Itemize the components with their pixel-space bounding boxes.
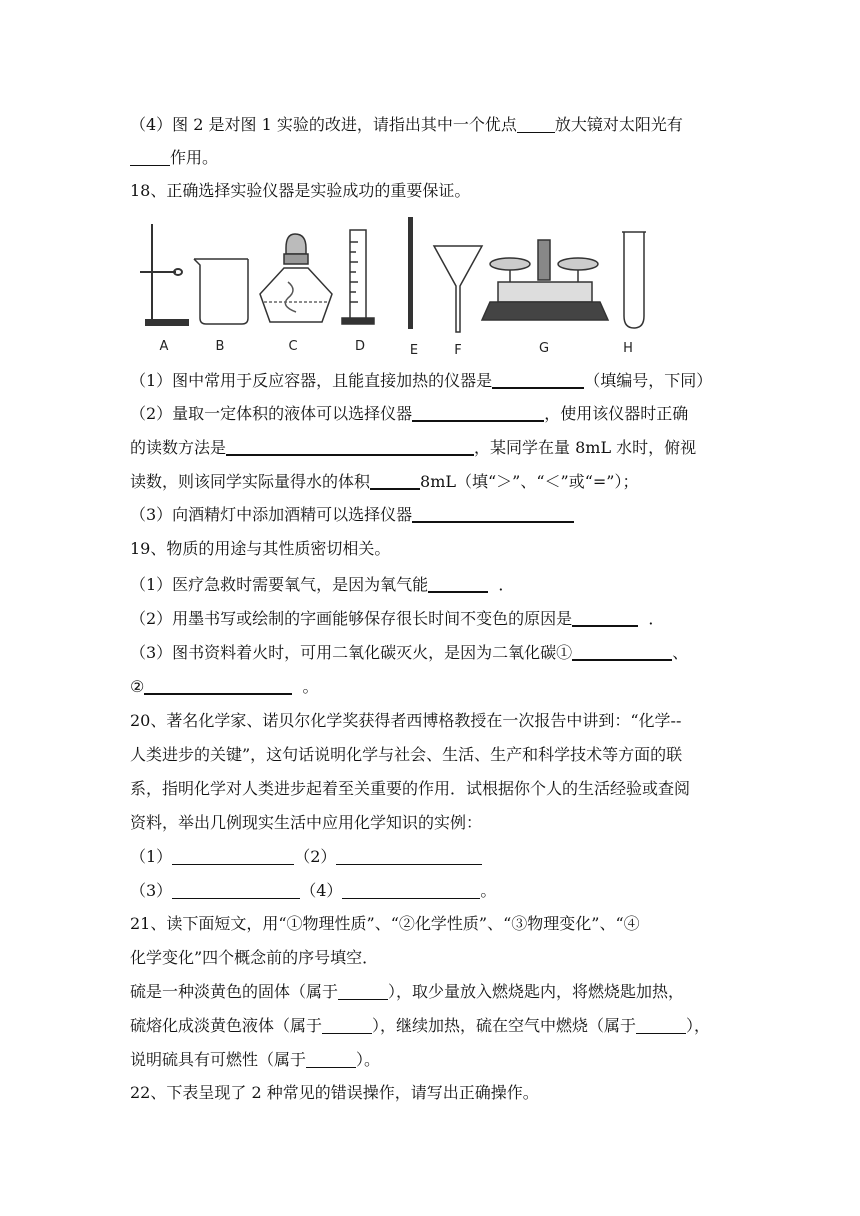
q20-line3: 系，指明化学对人类进步起着至关重要的作用．试根据你个人的生活经验或查阅	[130, 779, 691, 798]
q20-line2: 人类进步的关键”，这句话说明化学与社会、生活、生产和科学技术等方面的联	[130, 745, 683, 764]
glass-rod-icon	[408, 217, 413, 329]
q18-p2-text-a: （2）量取一定体积的液体可以选择仪器	[130, 404, 413, 423]
q18-p3-text: （3）向酒精灯中添加酒精可以选择仪器	[130, 505, 413, 524]
blank[interactable]	[306, 1051, 356, 1068]
q18-p1-text: （1）图中常用于反应容器，且能直接加热的仪器是	[130, 371, 493, 390]
blank[interactable]	[428, 575, 488, 593]
q21-line4	[130, 1016, 710, 1036]
balance-icon	[482, 240, 608, 320]
label-a: A	[159, 339, 169, 354]
q19-p2-text: （2）用墨书写或绘制的字画能够保存很长时间不变色的原因是	[130, 609, 573, 628]
blank[interactable]	[172, 848, 294, 865]
q20-a1-label: （1）	[130, 847, 173, 866]
q18-part2-line2	[130, 438, 696, 458]
q20-line1: 20、著名化学家、诺贝尔化学奖获得者西博格教授在一次报告中讲到：“化学--	[130, 711, 682, 730]
iron-stand-icon	[140, 224, 188, 325]
q17-part4-line1	[130, 115, 683, 135]
q19-stem: 19、物质的用途与其性质密切相关。	[130, 539, 391, 558]
test-tube-icon	[622, 232, 646, 328]
q18-p2-text-e: 读数，则该同学实际量得水的体积	[130, 472, 371, 491]
q19-part3-line1	[130, 643, 688, 663]
blank[interactable]	[144, 677, 292, 695]
q18-part1	[130, 371, 712, 391]
q21-line2: 化学变化”四个概念前的序号填空．	[130, 948, 379, 967]
blank[interactable]	[636, 1017, 686, 1034]
blank[interactable]	[342, 882, 480, 899]
q21-l3-text-b: ），取少量放入燃烧匙内，将燃烧匙加热，	[388, 982, 685, 1001]
q18-stem: 18、正确选择实验仪器是实验成功的重要保证。	[130, 181, 471, 200]
alcohol-lamp-icon	[260, 234, 332, 322]
q21-l5-text-b: ）。	[356, 1050, 381, 1069]
blank[interactable]	[412, 404, 544, 422]
q21-line5	[130, 1050, 380, 1070]
q20-answers-row1	[130, 847, 482, 867]
q18-p2-text-b: ，使用该仪器时正确	[544, 404, 689, 423]
q19-p3-end: 。	[302, 677, 319, 696]
q18-p2-text-d: ，某同学在量 8mL 水时，俯视	[474, 438, 697, 457]
q19-part1	[130, 575, 514, 595]
q19-p3-text-b: 、	[672, 643, 689, 662]
q21-l4-text-a: 硫熔化成淡黄色液体（属于	[130, 1016, 323, 1035]
q20-a4-label: （4）	[300, 881, 343, 900]
q19-part3-line2	[130, 677, 319, 697]
q17-part4-text-a: （4）图 2 是对图 1 实验的改进，请指出其中一个优点	[130, 115, 517, 134]
blank[interactable]	[336, 848, 482, 865]
q18-part2-line1	[130, 404, 688, 424]
q21-line1: 21、读下面短文，用“①物理性质”、“②化学性质”、“③物理变化”、“④	[130, 914, 640, 933]
blank[interactable]	[517, 116, 555, 133]
q21-l4-text-c: ），	[686, 1016, 711, 1035]
funnel-icon	[434, 246, 482, 332]
blank[interactable]	[492, 371, 584, 389]
q22-stem: 22、下表呈现了 2 种常见的错误操作，请写出正确操作。	[130, 1083, 539, 1102]
label-f: F	[454, 343, 462, 358]
graduated-cylinder-icon	[342, 230, 374, 324]
q20-end: 。	[480, 881, 497, 900]
q18-p2-text-c: 的读数方法是	[130, 438, 227, 457]
q17-part4-text-c: 作用。	[170, 148, 219, 167]
label-c: C	[288, 339, 298, 354]
blank[interactable]	[130, 149, 170, 166]
q20-line4: 资料，举出几例现实生活中应用化学知识的实例：	[130, 813, 483, 832]
q19-part2	[130, 609, 664, 629]
q19-p2-end: ．	[648, 609, 665, 628]
q21-l5-text-a: 说明硫具有可燃性（属于	[130, 1050, 307, 1069]
q18-p1-suffix: （填编号，下同）	[584, 371, 713, 390]
q19-p3-text-a: （3）图书资料着火时，可用二氧化碳灭火，是因为二氧化碳①	[130, 643, 573, 662]
q18-part2-line3	[130, 472, 638, 492]
blank[interactable]	[572, 609, 638, 627]
q19-p1-text: （1）医疗急救时需要氧气，是因为氧气能	[130, 575, 429, 594]
label-h: H	[623, 341, 633, 356]
beaker-icon	[194, 259, 248, 324]
label-g: G	[538, 341, 550, 356]
q17-part4-line2	[130, 148, 218, 168]
blank[interactable]	[172, 882, 300, 899]
blank[interactable]	[572, 643, 672, 661]
q21-l3-text-a: 硫是一种淡黄色的固体（属于	[130, 982, 339, 1001]
q18-part3	[130, 505, 574, 525]
q20-a3-label: （3）	[130, 881, 173, 900]
q17-part4-text-b: 放大镜对太阳光有	[554, 115, 683, 134]
label-d: D	[354, 339, 366, 354]
blank[interactable]	[412, 505, 574, 523]
q21-l4-text-b: ），继续加热，硫在空气中燃烧（属于	[372, 1016, 637, 1035]
blank[interactable]	[226, 438, 474, 456]
q20-answers-row2	[130, 881, 496, 901]
label-e: E	[409, 343, 419, 358]
q19-p1-end: ．	[498, 575, 515, 594]
q20-a2-label: （2）	[294, 847, 337, 866]
lab-apparatus-figure	[138, 212, 658, 362]
blank[interactable]	[370, 472, 420, 490]
q18-p2-text-f: 8mL（填“＞”、“＜”或“=”）；	[420, 472, 639, 491]
blank[interactable]	[338, 983, 388, 1000]
q21-line3	[130, 982, 684, 1002]
blank[interactable]	[322, 1017, 372, 1034]
label-b: B	[215, 339, 225, 354]
q19-p3-text-c: ②	[130, 677, 145, 696]
